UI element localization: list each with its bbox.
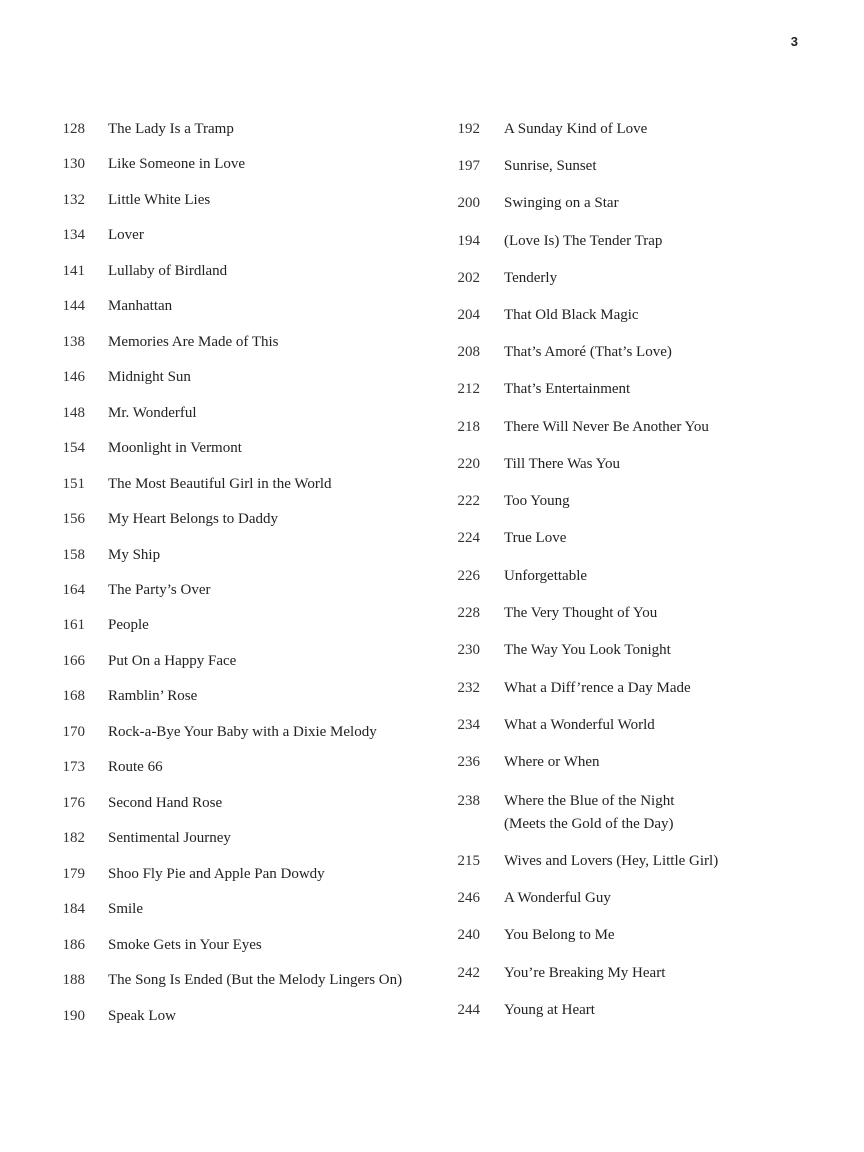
toc-page-number: 186	[62, 936, 85, 953]
toc-song-title	[108, 685, 197, 708]
toc-song-title-line: That’s Amoré (That’s Love)	[504, 344, 672, 360]
toc-song-title-line: My Heart Belongs to Daddy	[108, 511, 278, 528]
toc-song-title	[504, 850, 718, 873]
toc-song-title	[108, 508, 278, 531]
toc-page-number: 240	[457, 927, 480, 943]
toc-song-title	[108, 331, 279, 354]
toc-song-title-line: Moonlight in Vermont	[108, 440, 242, 457]
toc-page-number: 173	[62, 759, 85, 776]
toc-song-title	[504, 565, 587, 588]
toc-song-title-line: Sunrise, Sunset	[504, 158, 597, 174]
toc-page-number: 182	[62, 830, 85, 847]
toc-song-title	[108, 544, 160, 567]
toc-page-number: 238	[457, 793, 480, 809]
toc-page-number: 204	[457, 307, 480, 323]
toc-page-number: 194	[457, 233, 480, 249]
toc-page-number: 179	[62, 865, 85, 882]
toc-song-title-line: Swinging on a Star	[504, 195, 619, 211]
toc-song-title-line: Speak Low	[108, 1007, 176, 1024]
toc-song-title-line: People	[108, 617, 149, 634]
toc-page-number: 130	[62, 156, 85, 173]
toc-song-title	[108, 827, 231, 850]
toc-page-number: 200	[457, 195, 480, 211]
toc-song-title	[504, 341, 672, 364]
toc-song-title	[504, 453, 620, 476]
toc-song-title	[504, 639, 671, 662]
toc-song-title-line: Unforgettable	[504, 568, 588, 584]
toc-song-title-line: Memories Are Made of This	[108, 333, 279, 350]
toc-song-title	[504, 714, 655, 737]
toc-song-title-line: That’s Entertainment	[504, 381, 631, 397]
toc-page-number: 232	[457, 680, 480, 696]
toc-song-title	[504, 790, 674, 836]
toc-song-title	[504, 416, 709, 439]
toc-song-title-line: There Will Never Be Another You	[504, 419, 709, 435]
toc-song-title	[108, 153, 245, 176]
toc-song-title	[504, 155, 597, 178]
toc-song-title	[108, 756, 163, 779]
toc-page-number: 230	[457, 642, 480, 658]
toc-page-number: 226	[457, 568, 480, 584]
toc-song-title-line: You’re Breaking My Heart	[504, 965, 666, 981]
toc-song-title-line: My Ship	[108, 546, 161, 563]
toc-song-title	[504, 602, 657, 625]
toc-page-number: 215	[457, 853, 480, 869]
toc-page-number: 208	[457, 344, 480, 360]
toc-song-title-line: Rock-a-Bye Your Baby with a Dixie Melody	[108, 723, 377, 740]
toc-song-title-line: Young at Heart	[504, 1002, 595, 1018]
toc-song-title	[108, 863, 325, 886]
toc-song-title-line: Where the Blue of the Night	[504, 793, 675, 809]
page-number: 3	[790, 34, 798, 49]
toc-song-title	[504, 490, 570, 513]
toc-song-title-line: Put On a Happy Face	[108, 652, 237, 669]
toc-page-number: 202	[457, 270, 480, 286]
toc-song-title-line: The Most Beautiful Girl in the World	[108, 475, 332, 492]
toc-song-title-line: Midnight Sun	[108, 369, 191, 386]
toc-page-number: 220	[457, 456, 480, 472]
toc-song-title-line: Lover	[108, 227, 144, 244]
toc-song-title-line: What a Wonderful World	[504, 717, 655, 733]
toc-song-title-line: Till There Was You	[504, 456, 621, 472]
toc-page-number: 164	[62, 581, 85, 598]
toc-song-title	[504, 118, 647, 141]
toc-page-number: 176	[62, 794, 85, 811]
toc-page-number: 158	[62, 546, 85, 563]
toc-song-title	[108, 260, 227, 283]
toc-song-title	[108, 650, 236, 673]
toc-song-title	[504, 378, 630, 401]
toc-song-title-line: True Love	[504, 530, 567, 546]
toc-song-title-line: Too Young	[504, 493, 570, 509]
toc-song-title	[504, 677, 691, 700]
toc-song-title	[504, 192, 619, 215]
toc-page-number: 246	[457, 890, 480, 906]
toc-page-number: 154	[62, 440, 85, 457]
toc-song-title-line: You Belong to Me	[504, 927, 615, 943]
toc-song-title-line: Smoke Gets in Your Eyes	[108, 936, 262, 953]
toc-page-number: 151	[62, 475, 85, 492]
toc-song-title-line: Mr. Wonderful	[108, 404, 197, 421]
toc-page-number: 134	[62, 227, 85, 244]
toc-page-number: 190	[62, 1007, 85, 1024]
toc-song-title	[108, 189, 210, 212]
toc-page-number: 192	[457, 121, 480, 137]
toc-page-number: 161	[62, 617, 85, 634]
toc-page-number: 218	[457, 419, 480, 435]
toc-page-number: 170	[62, 723, 85, 740]
toc-song-title-line: The Song Is Ended (But the Melody Lingers On)	[108, 972, 403, 989]
toc-page-number: 197	[457, 158, 480, 174]
toc-page-number: 138	[62, 333, 85, 350]
toc-page-number: 156	[62, 511, 85, 528]
toc-song-title	[504, 751, 600, 774]
toc-song-title-line: (Love Is) The Tender Trap	[504, 233, 663, 249]
toc-song-title-line: Ramblin’ Rose	[108, 688, 198, 705]
toc-page-number: 146	[62, 369, 85, 386]
toc-song-title	[504, 304, 639, 327]
toc-song-title-line: Route 66	[108, 759, 163, 776]
toc-song-title-line: The Party’s Over	[108, 581, 211, 598]
toc-page-number: 148	[62, 404, 85, 421]
toc-song-title-line: Manhattan	[108, 298, 173, 315]
toc-song-title	[108, 934, 262, 957]
toc-song-title	[108, 614, 149, 637]
toc-song-title	[108, 366, 191, 389]
toc-song-title-line: Second Hand Rose	[108, 794, 223, 811]
toc-page-number: 188	[62, 972, 85, 989]
toc-page-number: 224	[457, 530, 480, 546]
toc-song-title-line: The Way You Look Tonight	[504, 642, 671, 658]
toc-page-number: 166	[62, 652, 85, 669]
toc-song-title	[108, 721, 377, 744]
toc-song-title-line: What a Diff’rence a Day Made	[504, 680, 691, 696]
toc-song-title	[504, 999, 595, 1022]
toc-song-title-line: The Lady Is a Tramp	[108, 121, 234, 137]
toc-page-number: 128	[62, 121, 85, 137]
toc-song-title-line: Little White Lies	[108, 191, 211, 208]
toc-song-title-line: Sentimental Journey	[108, 830, 231, 847]
toc-song-title	[504, 267, 557, 290]
toc-song-title	[108, 437, 242, 460]
toc-song-title	[504, 527, 566, 550]
toc-song-title-line: That Old Black Magic	[504, 307, 639, 323]
toc-song-title	[108, 579, 210, 602]
toc-song-title	[108, 898, 143, 921]
toc-song-title	[504, 924, 615, 947]
toc-page-number: 236	[457, 754, 480, 770]
toc-song-title	[108, 969, 402, 992]
toc-page-number: 222	[457, 493, 480, 509]
toc-song-title-line: A Sunday Kind of Love	[504, 121, 648, 137]
toc-song-title-line: Lullaby of Birdland	[108, 262, 228, 279]
toc-page-number: 244	[457, 1002, 480, 1018]
toc-page-number: 184	[62, 901, 85, 918]
toc-song-title-line: Tenderly	[504, 270, 558, 286]
toc-song-title-line: Wives and Lovers (Hey, Little Girl)	[504, 853, 719, 869]
toc-song-title-line: Like Someone in Love	[108, 156, 246, 173]
toc-song-title-line: Shoo Fly Pie and Apple Pan Dowdy	[108, 865, 325, 882]
toc-song-title	[108, 473, 331, 496]
toc-song-title	[504, 887, 611, 910]
toc-song-title	[108, 792, 222, 815]
toc-song-title	[108, 224, 144, 247]
toc-page-number: 228	[457, 605, 480, 621]
toc-song-title	[108, 1005, 176, 1028]
toc-song-title	[108, 295, 172, 318]
toc-page-number: 242	[457, 965, 480, 981]
toc-song-title-line: (Meets the Gold of the Day)	[504, 816, 674, 832]
toc-page-number: 168	[62, 688, 85, 705]
toc-page-number: 132	[62, 191, 85, 208]
toc-page-number: 212	[457, 381, 480, 397]
toc-page-number: 234	[457, 717, 480, 733]
toc-song-title	[108, 118, 234, 141]
toc-song-title-line: A Wonderful Guy	[504, 890, 611, 906]
toc-page-number: 141	[62, 262, 85, 279]
toc-song-title	[504, 230, 662, 253]
toc-song-title-line: Smile	[108, 901, 144, 918]
toc-page-number: 144	[62, 298, 85, 315]
toc-song-title-line: The Very Thought of You	[504, 605, 658, 621]
toc-song-title	[504, 962, 665, 985]
toc-song-title	[108, 402, 197, 425]
toc-song-title-line: Where or When	[504, 754, 600, 770]
